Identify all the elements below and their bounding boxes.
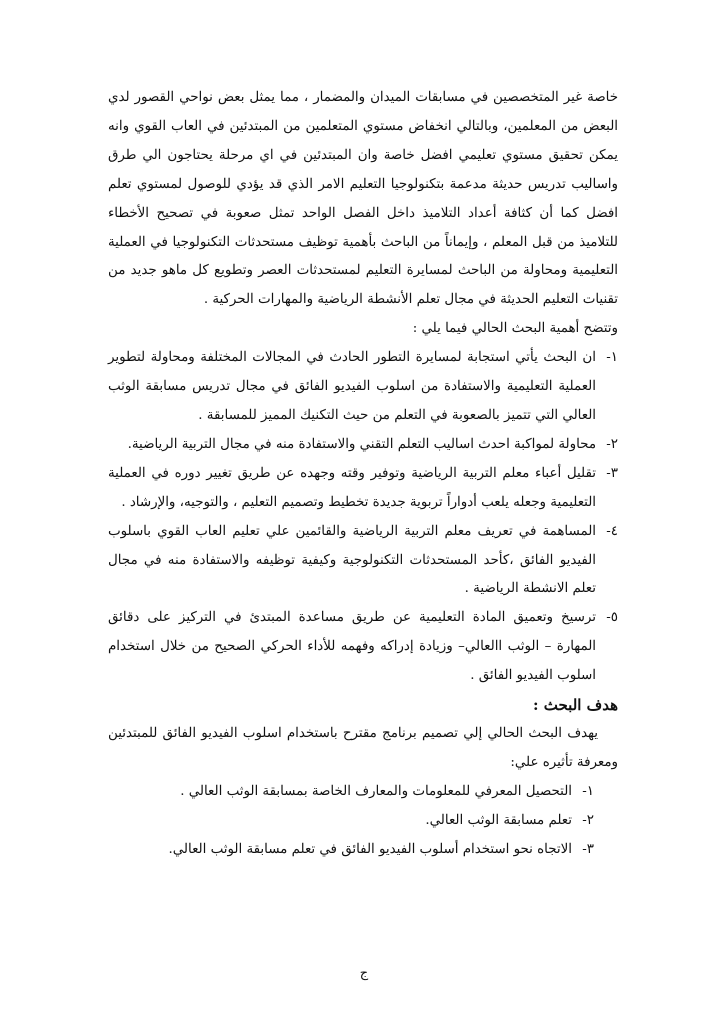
item-number: ٣- — [606, 465, 618, 481]
item-text: التحصيل المعرفي للمعلومات والمعارف الخاصة بمسابقة الوثب العالي . — [180, 783, 572, 799]
item-text: تقليل أعباء معلم التربية الرياضية وتوفير وقته وجهده عن طريق تغيير دوره في العملية التعليمية وجعله يلعب أدواراً تربوية جديدة تخطيط وتصميم التعليم ، والتوجيه، والإرشاد . — [108, 465, 596, 510]
importance-item — [108, 344, 618, 431]
page-content — [108, 84, 618, 864]
item-number: ٢- — [582, 812, 594, 828]
goal-item — [108, 836, 594, 865]
item-text: ان البحث يأتي استجابة لمسايرة التطور الحادث في المجالات المختلفة ومحاولة لتطوير العملية التعليمية والاستفادة من اسلوب الفيديو الفائق في مجال تدريس مسابقة الوثب العالي التي تتميز بالصعوبة في التعلم من حيث التكنيك المميز للمسابقة . — [108, 350, 596, 423]
importance-list — [108, 344, 618, 691]
goal-lead-paragraph: يهدف البحث الحالي إلي تصميم برنامج مقترح باستخدام اسلوب الفيديو الفائق للمبتدئين ومعرفة تأثيره علي: — [108, 725, 618, 770]
item-number: ١- — [606, 350, 618, 366]
item-number: ٣- — [582, 841, 594, 857]
item-text: تعلم مسابقة الوثب العالي. — [425, 812, 572, 828]
goal-item — [108, 778, 594, 807]
importance-item — [108, 460, 618, 518]
intro-paragraph: خاصة غير المتخصصين في مسابقات الميدان والمضمار ، مما يمثل بعض نواحي القصور لدي البعض من المعلمين، وبالتالي انخفاض مستوي المتعلمين من المبتدئين في العاب القوي وانه يمكن تحقيق مستوي تعليمي افضل خاصة وان المبتدئين في اي مرحلة يحتاجون الي طرق واساليب تدريس حديثة مدعمة بتكنولوجيا التعليم الامر الذي قد يؤدي للوصول لمستوي تعلم افضل كما أن كثافة أعداد التلاميذ داخل الفصل الواحد تمثل صعوبة في تصحيح الأخطاء للتلاميذ من قبل المعلم ، وإيماناً من الباحث بأهمية توظيف مستحدثات التكنولوجيا في العملية التعليمية ومحاولة من الباحث لمسايرة التعليم لمستحدثات العصر وتطويع كل ماهو جديد من تقنيات التعليم الحديثة في مجال تعلم الأنشطة الرياضية والمهارات الحركية . — [108, 90, 618, 308]
importance-item — [108, 604, 618, 691]
item-number: ١- — [582, 783, 594, 799]
importance-item — [108, 431, 618, 460]
item-text: الاتجاه نحو استخدام أسلوب الفيديو الفائق في تعلم مسابقة الوثب العالي. — [168, 841, 572, 857]
item-number: ٢- — [606, 436, 618, 452]
importance-item — [108, 518, 618, 605]
item-text: محاولة لمواكبة احدث اساليب التعلم التقني والاستفادة منه في مجال التربية الرياضية. — [127, 436, 596, 452]
item-text: المساهمة في تعريف معلم التربية الرياضية والقائمين علي تعليم العاب القوي باسلوب الفيديو الفائق ،كأحد المستحدثات التكنولوجية وكيفية توظيفه والاستفادة منه في مجال تعلم الانشطة الرياضية . — [108, 523, 596, 597]
item-number: ٤- — [606, 523, 618, 539]
goal-heading: هدف البحث : — [533, 696, 618, 715]
goals-list — [108, 778, 618, 865]
item-number: ٥- — [606, 610, 618, 626]
importance-lead: وتتضح أهمية البحث الحالي فيما يلي : — [412, 321, 618, 337]
item-text: ترسيخ وتعميق المادة التعليمية عن طريق مساعدة المبتدئ في التركيز على دقائق المهارة – الوثب االعالي– وزيادة إدراكه وفهمه للأداء الحركي الصحيح من خلال استخدام اسلوب الفيديو الفائق . — [108, 610, 596, 684]
goal-item — [108, 807, 594, 836]
page-number: ج — [359, 966, 369, 981]
